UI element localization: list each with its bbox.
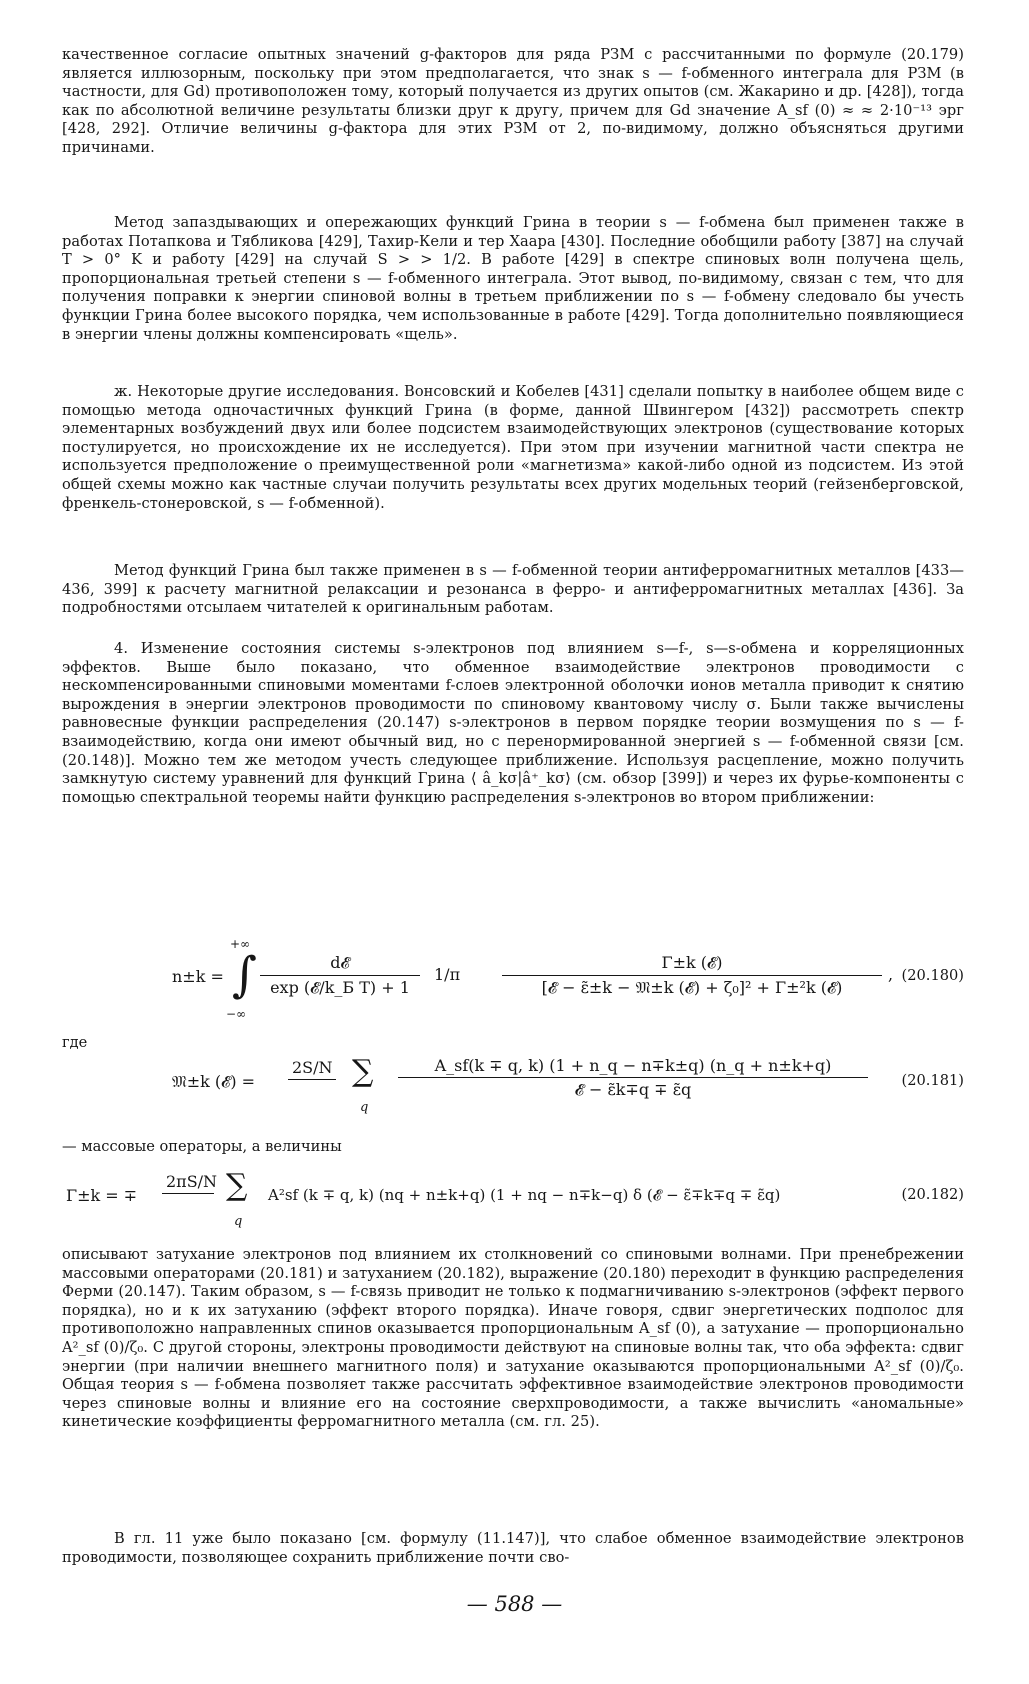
coefficient-denominator bbox=[162, 1194, 214, 1196]
equation-lhs: 𝔐±k (𝓔) = bbox=[172, 1072, 256, 1091]
paragraph-text: качественное согласие опытных значений g-факторов для ряда РЗМ с рассчитанными по формуле (20.179) является иллюзорным, поскольку при этом предполагается, что знак s — f-обменного интеграла для РЗМ (в частности, для Gd) противоположен тому, который получается из других опытов (см. Жакарино и др. [428]), тогда как по абсолютной величине результаты близки друг к другу, причем для Gd значение A_sf (0) ≈ ≈ 2·10⁻¹³ эрг [428, 292]. Отличие величины g-фактора для этих РЗМ от 2, по-видимому, должно объясняться другими причинами. bbox=[62, 46, 964, 156]
paragraph-3 bbox=[62, 383, 964, 513]
coefficient-fraction bbox=[288, 1058, 336, 1082]
integral-upper-limit: +∞ bbox=[230, 937, 251, 951]
sum-sign: ∑ bbox=[352, 1054, 374, 1089]
integral-lower-limit: −∞ bbox=[226, 1007, 247, 1021]
coefficient: 2S/N bbox=[288, 1058, 336, 1080]
paragraph-text: описывают затухание электронов под влиянием их столкновений со спиновыми волнами. При пренебрежении массовыми операторами (20.181) и затуханием (20.182), выражение (20.180) переходит в функцию распределения Ферми (20.147). Таким образом, s — f-связь приводит не только к подмагничиванию s-электронов (эффект первого порядка), но и к их затуханию (эффект второго порядка). Иначе говоря, сдвиг энергетических подполос для противоположно направленных спинов оказывается пропорциональным A_sf (0), а затухание — пропорционально A²_sf (0)/ζ₀. С другой стороны, электроны проводимости действуют на спиновые волны так, что оба эффекта: сдвиг энергии (при наличии внешнего магнитного поля) и затухание оказываются пропорциональными A²_sf (0)/ζ₀. Общая теория s — f-обмена позволяет также рассчитать эффективное взаимодействие электронов проводимости через спиновые волны и влияние его на состояние сверхпроводимости, а также вычислить «аномальные» кинетические коэффициенты ферромагнитного металла (см. гл. 25). bbox=[62, 1246, 964, 1431]
paragraph-6 bbox=[62, 1246, 964, 1432]
main-denominator: 𝓔 − ε̃k∓q ∓ ε̃q bbox=[574, 1080, 692, 1099]
main-denominator: [𝓔 − ε̃±k − 𝔐±k (𝓔) + ζ₀]² + Γ±²k (𝓔) bbox=[541, 978, 843, 997]
integrand-numerator: d𝓔 bbox=[260, 953, 420, 976]
comma: , bbox=[888, 965, 894, 984]
coefficient: 2πS/N bbox=[162, 1172, 214, 1194]
equation-lhs: Γ±k = ∓ bbox=[66, 1186, 138, 1205]
coefficient-fraction bbox=[162, 1172, 218, 1196]
paragraph-2 bbox=[62, 214, 964, 344]
coefficient-denominator bbox=[288, 1080, 336, 1082]
sum-index: q bbox=[360, 1100, 369, 1115]
mass-operators-text: — массовые операторы, а величины bbox=[62, 1138, 342, 1155]
main-fraction bbox=[502, 953, 882, 998]
paragraph-7 bbox=[62, 1530, 964, 1567]
paragraph-1 bbox=[62, 46, 964, 158]
where-label bbox=[62, 1032, 964, 1051]
paragraph-text: В гл. 11 уже было показано [см. формулу (11.147)], что слабое обменное взаимодействие электронов проводимости, позволяющее сохранить приближение почти сво- bbox=[62, 1530, 964, 1566]
paragraph-4 bbox=[62, 562, 964, 618]
main-fraction bbox=[398, 1056, 868, 1100]
equation-20-181 bbox=[62, 1050, 964, 1122]
sum-index: q bbox=[234, 1214, 243, 1229]
integrand-fraction bbox=[260, 953, 420, 998]
integral-sign: ∫ bbox=[232, 947, 258, 1003]
equation-number: (20.182) bbox=[901, 1186, 964, 1203]
mass-operators-label bbox=[62, 1136, 964, 1155]
page-number: — 588 — bbox=[466, 1592, 563, 1616]
main-numerator: Γ±k (𝓔) bbox=[502, 953, 882, 976]
paragraph-text: Метод запаздывающих и опережающих функций Грина в теории s — f-обмена был применен также в работах Потапкова и Тябликова [429], Тахир-Кели и тер Хаара [430]. Последние обобщили работу [387] на случай T > 0° K и работу [429] на случай S > > 1/2. В работе [429] в спектре спиновых волн получена щель, пропорциональная третьей степени s — f-обменного интеграла. Этот вывод, по-видимому, связан с тем, что для получения поправки к энергии спиновой волны в третьем приближении по s — f-обмену следовало бы учесть функции Грина более высокого порядка, чем использованные в работе [429]. Тогда дополнительно появляющиеся в энергии члены должны компенсировать «щель». bbox=[62, 214, 964, 343]
paragraph-5 bbox=[62, 640, 964, 807]
paragraph-text: ж. Некоторые другие исследования. Вонсовский и Кобелев [431] сделали попытку в наиболее общем виде с помощью метода одночастичных функций Грина (в форме, данной Швингером [432]) рассмотреть спектр элементарных возбуждений двух или более подсистем взаимодействующих электронов (существование которых постулируется, но происхождение их не исследуется). При этом при изучении магнитной части спектра не используется предположение о преимущественной роли «магнетизма» какой-либо одной из подсистем. Из этой общей схемы можно как частные случаи получить результаты всех других модельных теорий (гейзенберговской, френкель-стонеровской, s — f-обменной). bbox=[62, 383, 964, 512]
equation-number: (20.181) bbox=[901, 1072, 964, 1089]
main-numerator: A_sf(k ∓ q, k) (1 + n_q − n∓k±q) (n_q + n±k+q) bbox=[398, 1056, 868, 1078]
equation-lhs: n±k = bbox=[172, 967, 224, 986]
integrand-denominator: exp (𝓔/k_Б T) + 1 bbox=[270, 978, 410, 997]
equation-body: A²sf (k ∓ q, k) (nq + n±k+q) (1 + nq − n∓k−q) δ (𝓔 − ε̃∓k∓q ∓ ε̃q) bbox=[268, 1186, 781, 1204]
equation-20-180 bbox=[62, 935, 964, 1025]
paragraph-text: Метод функций Грина был также применен в s — f-обменной теории антиферромагнитных металлов [433—436, 399] к расчету магнитной релаксации и резонанса в ферро- и антиферромагнитных металлах [436]. За подробностями отсылаем читателей к оригинальным работам. bbox=[62, 562, 964, 617]
sum-sign: ∑ bbox=[226, 1168, 248, 1203]
where-word: где bbox=[62, 1034, 88, 1051]
equation-20-182 bbox=[62, 1160, 964, 1236]
equation-number: (20.180) bbox=[901, 967, 964, 984]
one-over-pi: 1/π bbox=[434, 965, 461, 984]
paragraph-text: 4. Изменение состояния системы s-электронов под влиянием s—f-, s—s-обмена и корреляционных эффектов. Выше было показано, что обменное взаимодействие электронов проводимости с нескомпенсированными спиновыми моментами f-слоев электронной оболочки ионов металла приводит к снятию вырождения в энергии электронов проводимости по спиновому квантовому числу σ. Были также вычислены равновесные функции распределения (20.147) s-электронов в первом порядке теории возмущения по s — f-взаимодействию, когда они имеют обычный вид, но с перенормированной энергией s — f-обменной связи [см. (20.148)]. Можно тем же методом учесть следующее приближение. Используя расцепление, можно получить замкнутую систему уравнений для функций Грина ⟨ â_kσ|â⁺_kσ⟩ (см. обзор [399]) и через их фурье-компоненты с помощью спектральной теоремы найти функцию распределения s-электронов во втором приближении: bbox=[62, 640, 964, 806]
